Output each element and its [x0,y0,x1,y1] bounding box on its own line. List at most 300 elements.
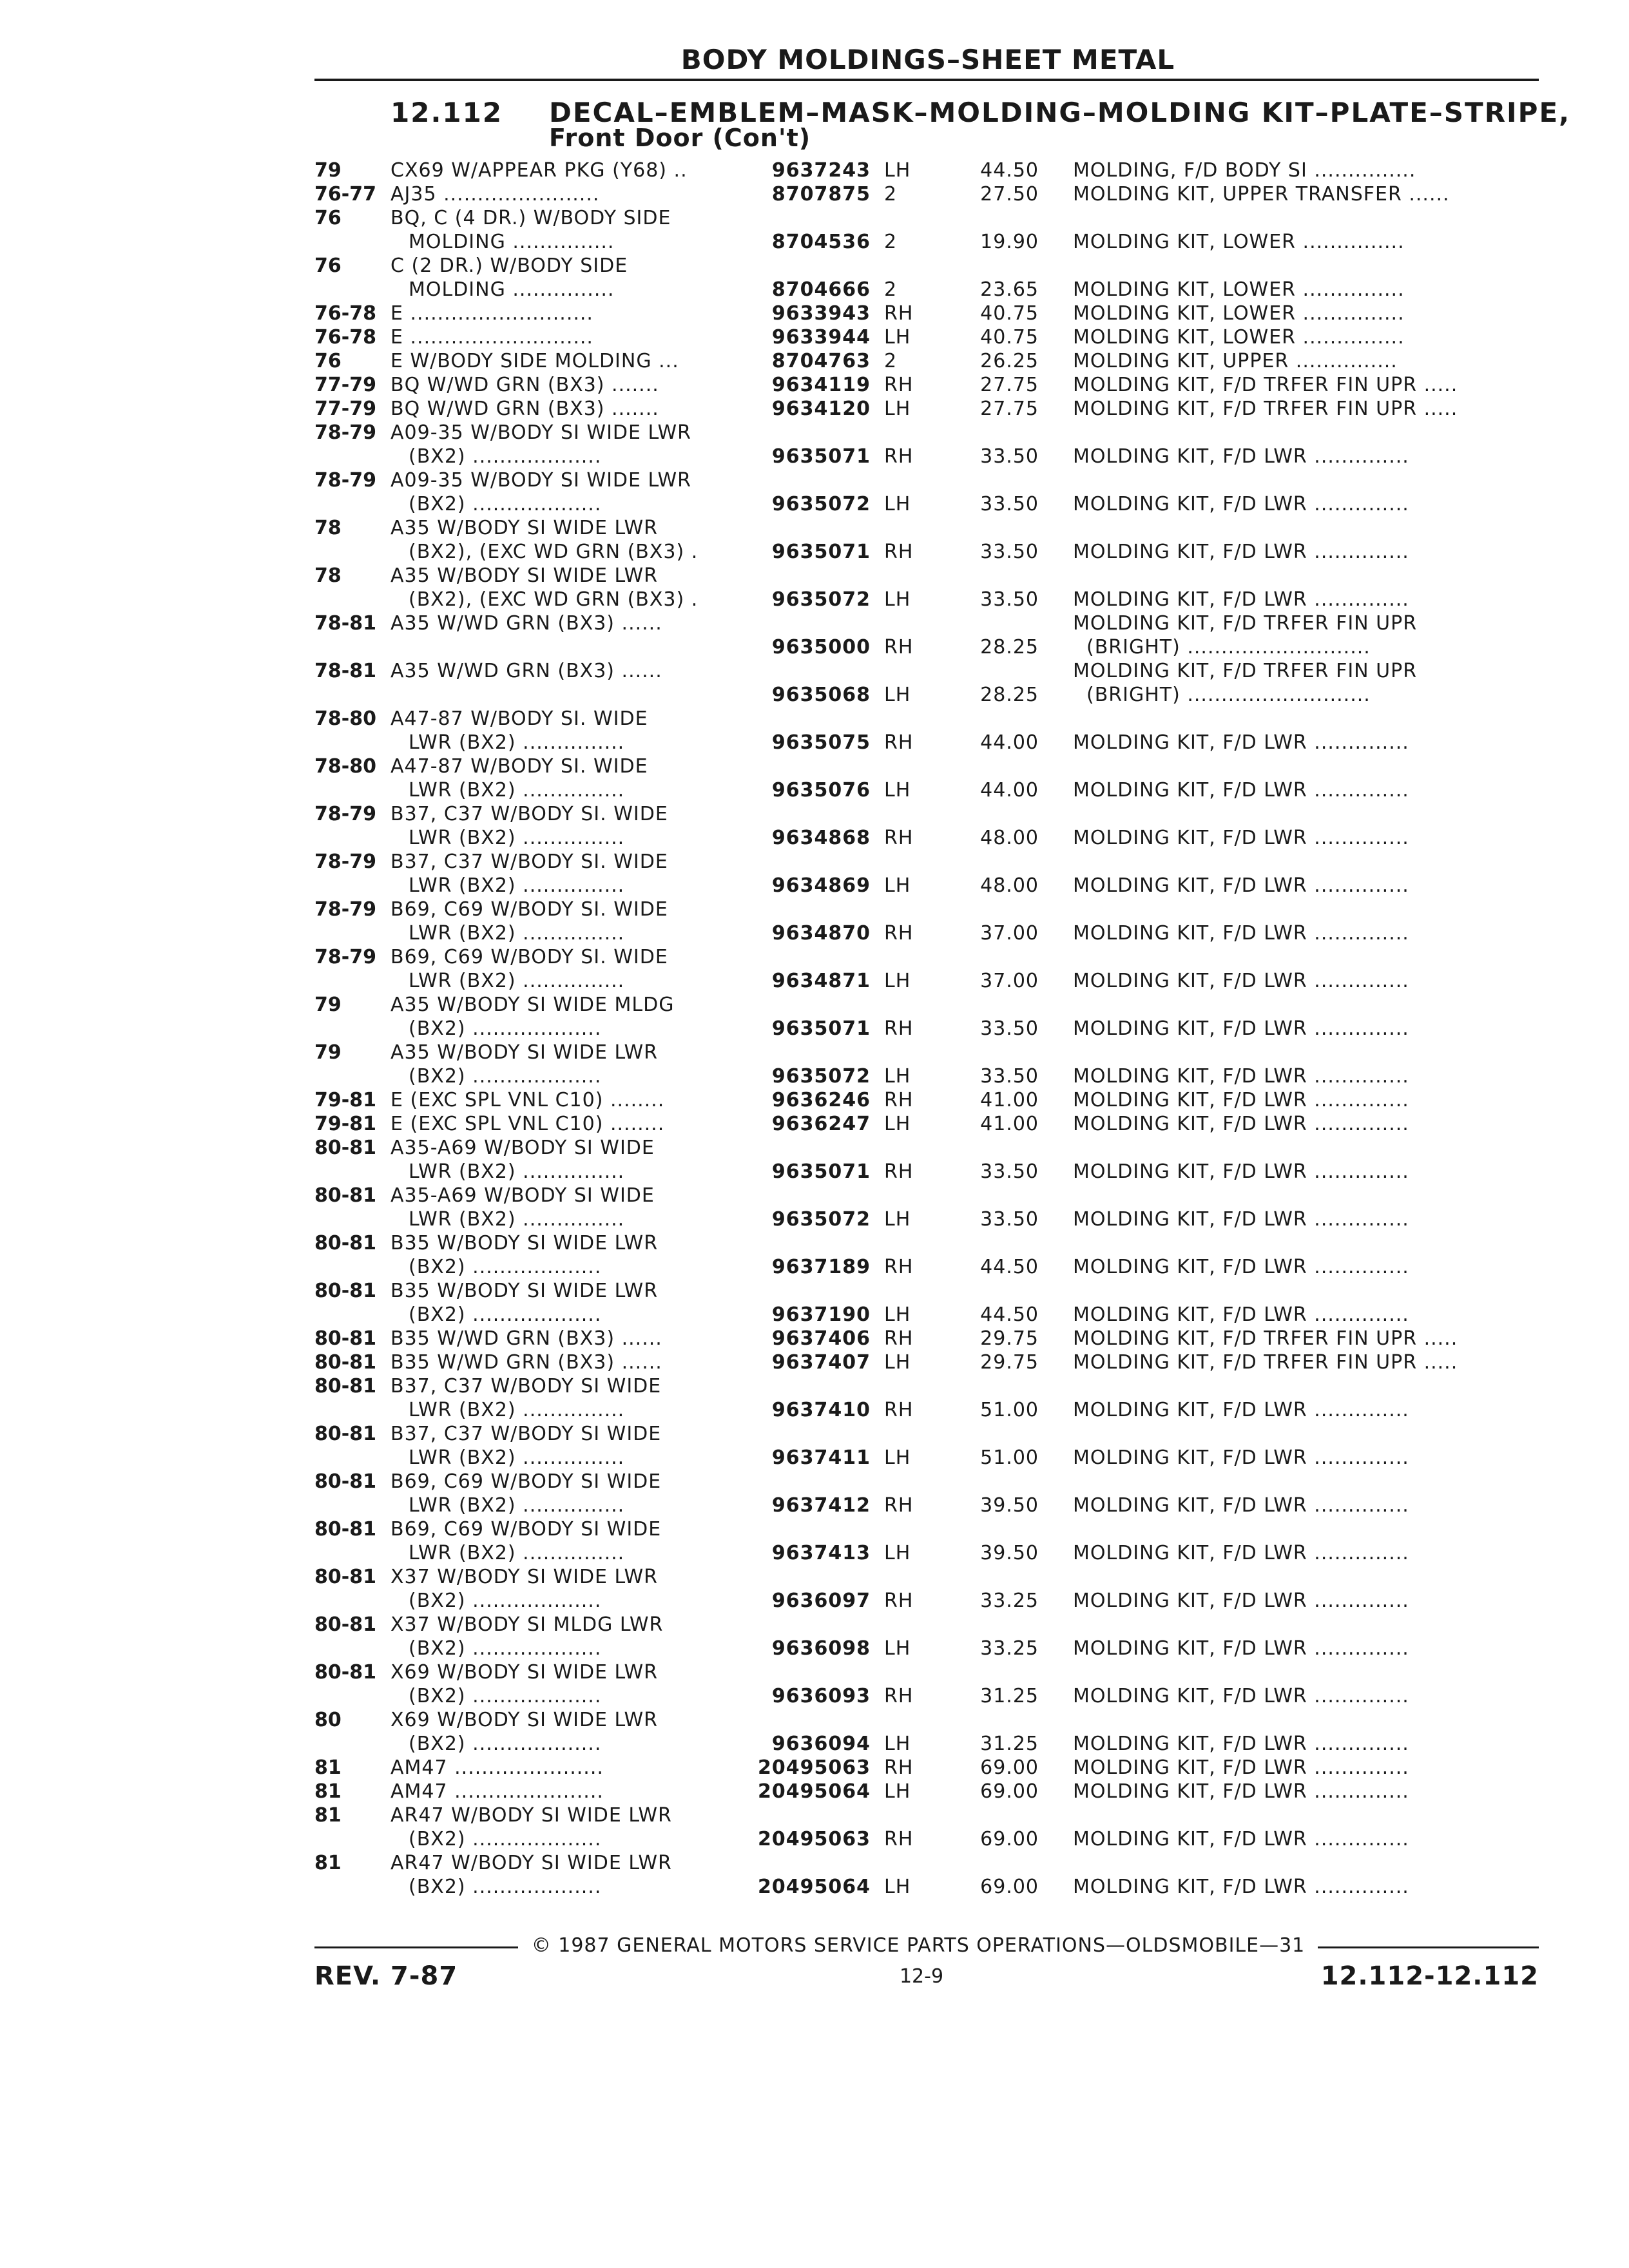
price: 69.00 [980,1828,1039,1850]
model-description: E ........................... [390,302,593,325]
model-year: 78-81 [314,660,376,682]
price: 33.25 [980,1637,1039,1660]
model-year: 80-81 [314,1423,376,1445]
model-year: 78-79 [314,803,376,825]
part-description: MOLDING KIT, F/D TRFER FIN UPR ..... [1073,1327,1458,1350]
quantity: LH [884,1542,911,1564]
part-description: MOLDING KIT, F/D LWR .............. [1073,1208,1409,1231]
model-year: 81 [314,1756,342,1779]
part-description: MOLDING KIT, F/D LWR .............. [1073,1590,1409,1612]
price: 48.00 [980,827,1039,849]
part-number: 9635071 [771,1017,871,1040]
part-number: 9637407 [771,1351,871,1374]
quantity: RH [884,1590,914,1612]
part-row-line [0,1541,1629,1565]
part-row-line [0,1803,1629,1827]
part-row-line [0,1756,1629,1780]
quantity: RH [884,731,914,754]
part-row-line [0,1494,1629,1517]
part-row-line [0,1708,1629,1732]
part-row-line [0,302,1629,325]
part-row-line [0,1732,1629,1756]
price: 28.25 [980,636,1039,658]
model-year: 80-81 [314,1661,376,1684]
model-description: LWR (BX2) ............... [409,1399,625,1421]
model-description: MOLDING ............... [409,278,615,301]
part-row-line [0,1470,1629,1494]
part-row-line [0,516,1629,540]
price: 51.00 [980,1446,1039,1469]
model-description: X69 W/BODY SI WIDE LWR [390,1661,659,1684]
footer-revision: REV. 7-87 [314,1961,458,1991]
part-description: MOLDING KIT, F/D TRFER FIN UPR [1073,660,1418,682]
part-row [0,1112,1629,1136]
model-description: LWR (BX2) ............... [409,874,625,897]
part-number: 20495064 [758,1876,871,1898]
part-row-line [0,1684,1629,1708]
part-row-line [0,1637,1629,1660]
part-number: 9635072 [771,588,871,611]
part-row-line [0,349,1629,373]
part-number: 8704763 [771,350,871,372]
model-description: (BX2), (EXC WD GRN (BX3) . [409,588,699,611]
price: 33.50 [980,1065,1039,1088]
part-description: MOLDING KIT, F/D LWR .............. [1073,731,1409,754]
part-row [0,182,1629,206]
part-number: 9637413 [771,1542,871,1564]
part-row [0,1350,1629,1374]
model-year: 78-79 [314,469,376,492]
part-description: MOLDING KIT, LOWER ............... [1073,302,1405,325]
part-row-line [0,1327,1629,1350]
part-row-line [0,254,1629,278]
part-number: 9636097 [771,1590,871,1612]
quantity: RH [884,1017,914,1040]
part-number: 9634869 [771,874,871,897]
quantity: LH [884,398,911,420]
quantity: RH [884,1756,914,1779]
price: 33.50 [980,588,1039,611]
model-year: 78 [314,564,342,587]
part-number: 9637243 [771,159,871,182]
part-row-line [0,898,1629,921]
quantity: LH [884,970,911,992]
model-description: B35 W/BODY SI WIDE LWR [390,1280,659,1302]
model-year: 76 [314,207,342,229]
model-description: LWR (BX2) ............... [409,922,625,945]
footer-page-number: 12-9 [899,1965,944,1988]
price: 33.50 [980,1160,1039,1183]
quantity: LH [884,1446,911,1469]
part-row-line [0,635,1629,659]
part-row [0,421,1629,468]
footer-rule-left [314,1946,518,1948]
part-number: 9637406 [771,1327,871,1350]
part-description: MOLDING KIT, F/D LWR .............. [1073,1828,1409,1850]
price: 28.25 [980,684,1039,706]
price: 44.00 [980,779,1039,802]
part-row-line [0,1446,1629,1470]
part-number: 9636247 [771,1113,871,1135]
model-description: (BX2) ................... [409,1876,602,1898]
model-year: 80-81 [314,1566,376,1588]
part-row-line [0,1875,1629,1899]
part-row-line [0,1303,1629,1327]
part-row [0,349,1629,373]
part-row-line [0,1660,1629,1684]
part-number: 9634119 [771,374,871,396]
header-rule [314,79,1539,81]
price: 19.90 [980,231,1039,253]
part-description: MOLDING KIT, F/D LWR .............. [1073,1756,1409,1779]
price: 31.25 [980,1733,1039,1755]
model-year: 77-79 [314,374,376,396]
part-number: 8707875 [771,183,871,206]
model-year: 77-79 [314,398,376,420]
part-row [0,659,1629,707]
model-year: 80-81 [314,1351,376,1374]
part-row-line [0,373,1629,397]
part-row-line [0,754,1629,778]
part-description: MOLDING KIT, F/D LWR .............. [1073,541,1409,563]
part-row-line [0,325,1629,349]
model-description: X37 W/BODY SI MLDG LWR [390,1613,664,1636]
part-description: MOLDING KIT, F/D LWR .............. [1073,874,1409,897]
part-number: 9635072 [771,1208,871,1231]
part-row-line [0,1231,1629,1255]
part-row [0,373,1629,397]
quantity: LH [884,159,911,182]
part-row [0,397,1629,421]
section-number: 12.112 [390,97,503,128]
quantity: RH [884,1494,914,1517]
quantity: RH [884,1828,914,1850]
quantity: RH [884,1256,914,1278]
part-row-line [0,969,1629,993]
model-description: A35 W/BODY SI WIDE LWR [390,1041,658,1064]
part-number: 9636094 [771,1733,871,1755]
model-description: A35 W/WD GRN (BX3) ...... [390,660,662,682]
part-row-line [0,278,1629,302]
part-number: 9633943 [771,302,871,325]
model-year: 80-81 [314,1613,376,1636]
part-row-line [0,1851,1629,1875]
model-year: 78-80 [314,707,376,730]
part-row [0,1708,1629,1756]
section-title: DECAL–EMBLEM–MASK–MOLDING–MOLDING KIT–PLATE–STRIPE, [549,97,1571,128]
part-description: MOLDING KIT, F/D LWR .............. [1073,588,1409,611]
model-description: AR47 W/BODY SI WIDE LWR [390,1852,672,1874]
price: 44.50 [980,1303,1039,1326]
part-number: 9634868 [771,827,871,849]
model-description: B37, C37 W/BODY SI. WIDE [390,803,668,825]
part-description: MOLDING KIT, F/D LWR .............. [1073,779,1409,802]
part-description: MOLDING KIT, F/D LWR .............. [1073,1256,1409,1278]
model-year: 79 [314,994,342,1016]
part-row-line [0,1422,1629,1446]
quantity: RH [884,827,914,849]
model-description: B69, C69 W/BODY SI WIDE [390,1518,662,1541]
part-row [0,159,1629,182]
price: 41.00 [980,1113,1039,1135]
price: 44.50 [980,1256,1039,1278]
part-description: MOLDING KIT, F/D LWR .............. [1073,1876,1409,1898]
part-row-line [0,1565,1629,1589]
part-row [0,611,1629,659]
part-row [0,707,1629,754]
quantity: LH [884,1065,911,1088]
model-year: 78-79 [314,898,376,921]
part-description: (BRIGHT) ........................... [1086,684,1371,706]
part-number: 9637412 [771,1494,871,1517]
part-description: (BRIGHT) ........................... [1086,636,1371,658]
model-description: MOLDING ............... [409,231,615,253]
part-row [0,1470,1629,1517]
page-title: BODY MOLDINGS–SHEET METAL [680,44,1175,75]
price: 26.25 [980,350,1039,372]
part-row-line [0,564,1629,588]
part-row-line [0,945,1629,969]
part-row-line [0,397,1629,421]
price: 33.50 [980,1017,1039,1040]
price: 44.50 [980,159,1039,182]
price: 33.25 [980,1590,1039,1612]
part-row [0,1041,1629,1088]
model-description: B37, C37 W/BODY SI WIDE [390,1423,662,1445]
price: 69.00 [980,1780,1039,1803]
price: 27.75 [980,398,1039,420]
model-description: (BX2) ................... [409,493,602,515]
model-year: 78-79 [314,421,376,444]
quantity: RH [884,922,914,945]
model-description: LWR (BX2) ............... [409,1446,625,1469]
part-row-line [0,874,1629,898]
quantity: LH [884,1780,911,1803]
part-description: MOLDING KIT, F/D LWR .............. [1073,1089,1409,1111]
part-row [0,1565,1629,1613]
part-row-line [0,445,1629,468]
part-number: 9634871 [771,970,871,992]
model-description: E (EXC SPL VNL C10) ........ [390,1113,665,1135]
part-row-line [0,1184,1629,1207]
part-description: MOLDING KIT, F/D LWR .............. [1073,1780,1409,1803]
part-row-line [0,182,1629,206]
model-year: 79 [314,159,342,182]
model-description: BQ W/WD GRN (BX3) ....... [390,374,659,396]
part-row [0,564,1629,611]
part-description: MOLDING KIT, F/D LWR .............. [1073,922,1409,945]
part-number: 20495063 [758,1828,871,1850]
part-description: MOLDING KIT, F/D LWR .............. [1073,1446,1409,1469]
part-row [0,1803,1629,1851]
price: 27.50 [980,183,1039,206]
price: 37.00 [980,922,1039,945]
part-row [0,1660,1629,1708]
part-row [0,206,1629,254]
quantity: LH [884,684,911,706]
part-number: 8704536 [771,231,871,253]
model-description: (BX2) ................... [409,1685,602,1707]
model-year: 80-81 [314,1137,376,1159]
price: 39.50 [980,1494,1039,1517]
quantity: RH [884,1089,914,1111]
part-description: MOLDING KIT, F/D LWR .............. [1073,1065,1409,1088]
part-row [0,302,1629,325]
model-description: A47-87 W/BODY SI. WIDE [390,755,648,778]
part-row-line [0,1041,1629,1064]
model-description: C (2 DR.) W/BODY SIDE [390,255,628,277]
part-row [0,1327,1629,1350]
model-description: AJ35 ....................... [390,183,600,206]
model-description: BQ, C (4 DR.) W/BODY SIDE [390,207,671,229]
part-row-line [0,707,1629,731]
model-year: 80-81 [314,1232,376,1254]
model-year: 78 [314,517,342,539]
part-row-line [0,683,1629,707]
part-row [0,802,1629,850]
part-number: 9637190 [771,1303,871,1326]
model-description: AM47 ...................... [390,1780,604,1803]
model-description: B37, C37 W/BODY SI. WIDE [390,850,668,873]
part-row-line [0,1827,1629,1851]
model-year: 81 [314,1852,342,1874]
part-row-line [0,159,1629,182]
model-description: LWR (BX2) ............... [409,1160,625,1183]
part-number: 9635072 [771,1065,871,1088]
part-row [0,1184,1629,1231]
model-description: B35 W/BODY SI WIDE LWR [390,1232,659,1254]
part-row [0,1088,1629,1112]
model-description: B35 W/WD GRN (BX3) ...... [390,1351,662,1374]
part-row-line [0,421,1629,445]
quantity: RH [884,1399,914,1421]
part-row-line [0,826,1629,850]
model-description: B35 W/WD GRN (BX3) ...... [390,1327,662,1350]
price: 31.25 [980,1685,1039,1707]
model-description: A35 W/BODY SI WIDE LWR [390,517,658,539]
model-year: 80-81 [314,1375,376,1398]
part-row-line [0,993,1629,1017]
part-number: 9635071 [771,1160,871,1183]
part-number: 20495064 [758,1780,871,1803]
part-description: MOLDING KIT, F/D LWR .............. [1073,1494,1409,1517]
part-description: MOLDING KIT, F/D TRFER FIN UPR ..... [1073,398,1458,420]
model-year: 81 [314,1780,342,1803]
model-description: A35-A69 W/BODY SI WIDE [390,1184,655,1207]
part-number: 9636093 [771,1685,871,1707]
part-row-line [0,850,1629,874]
part-row [0,1422,1629,1470]
quantity: RH [884,445,914,468]
model-description: LWR (BX2) ............... [409,827,625,849]
price: 41.00 [980,1089,1039,1111]
model-description: LWR (BX2) ............... [409,1494,625,1517]
model-description: (BX2) ................... [409,1303,602,1326]
section-subtitle: Front Door (Con't) [549,124,811,152]
part-row [0,754,1629,802]
part-description: MOLDING KIT, F/D LWR .............. [1073,1160,1409,1183]
part-row [0,898,1629,945]
part-row [0,1231,1629,1279]
part-row-line [0,206,1629,230]
part-row-line [0,1088,1629,1112]
part-description: MOLDING KIT, LOWER ............... [1073,326,1405,349]
model-year: 76 [314,350,342,372]
part-row [0,254,1629,302]
part-row-line [0,1350,1629,1374]
model-description: (BX2) ................... [409,1017,602,1040]
model-description: A35 W/WD GRN (BX3) ...... [390,612,662,635]
part-description: MOLDING KIT, F/D LWR .............. [1073,970,1409,992]
part-row-line [0,588,1629,611]
quantity: RH [884,636,914,658]
quantity: RH [884,1160,914,1183]
price: 48.00 [980,874,1039,897]
model-year: 80-81 [314,1184,376,1207]
part-row-line [0,921,1629,945]
part-row-line [0,731,1629,754]
model-year: 80-81 [314,1327,376,1350]
model-description: B69, C69 W/BODY SI. WIDE [390,898,668,921]
part-row-line [0,1589,1629,1613]
model-description: X37 W/BODY SI WIDE LWR [390,1566,659,1588]
part-description: MOLDING KIT, UPPER ............... [1073,350,1398,372]
model-description: LWR (BX2) ............... [409,731,625,754]
quantity: LH [884,1303,911,1326]
model-year: 76-78 [314,326,376,349]
quantity: LH [884,1637,911,1660]
model-description: (BX2) ................... [409,1637,602,1660]
part-row-line [0,492,1629,516]
part-row-line [0,1613,1629,1637]
part-description: MOLDING KIT, F/D LWR .............. [1073,1542,1409,1564]
model-description: (BX2), (EXC WD GRN (BX3) . [409,541,699,563]
part-description: MOLDING KIT, F/D TRFER FIN UPR [1073,612,1418,635]
part-number: 9633944 [771,326,871,349]
part-row-line [0,540,1629,564]
part-row-line [0,1160,1629,1184]
part-number: 9634870 [771,922,871,945]
model-description: A09-35 W/BODY SI WIDE LWR [390,469,691,492]
part-row [0,1374,1629,1422]
price: 33.50 [980,1208,1039,1231]
quantity: LH [884,1351,911,1374]
model-year: 78-79 [314,850,376,873]
part-description: MOLDING KIT, F/D LWR .............. [1073,1113,1409,1135]
quantity: 2 [884,231,898,253]
part-row-line [0,611,1629,635]
model-year: 80-81 [314,1470,376,1493]
part-description: MOLDING KIT, F/D LWR .............. [1073,1017,1409,1040]
price: 23.65 [980,278,1039,301]
part-row [0,1756,1629,1780]
price: 69.00 [980,1876,1039,1898]
model-year: 76-77 [314,183,376,206]
model-description: (BX2) ................... [409,1590,602,1612]
price: 33.50 [980,541,1039,563]
quantity: RH [884,1327,914,1350]
price: 69.00 [980,1756,1039,1779]
model-description: CX69 W/APPEAR PKG (Y68) .. [390,159,688,182]
part-row [0,1851,1629,1899]
model-year: 76 [314,255,342,277]
price: 40.75 [980,302,1039,325]
part-row-line [0,1398,1629,1422]
model-year: 76-78 [314,302,376,325]
model-description: B37, C37 W/BODY SI WIDE [390,1375,662,1398]
part-number: 9637411 [771,1446,871,1469]
part-number: 9634120 [771,398,871,420]
